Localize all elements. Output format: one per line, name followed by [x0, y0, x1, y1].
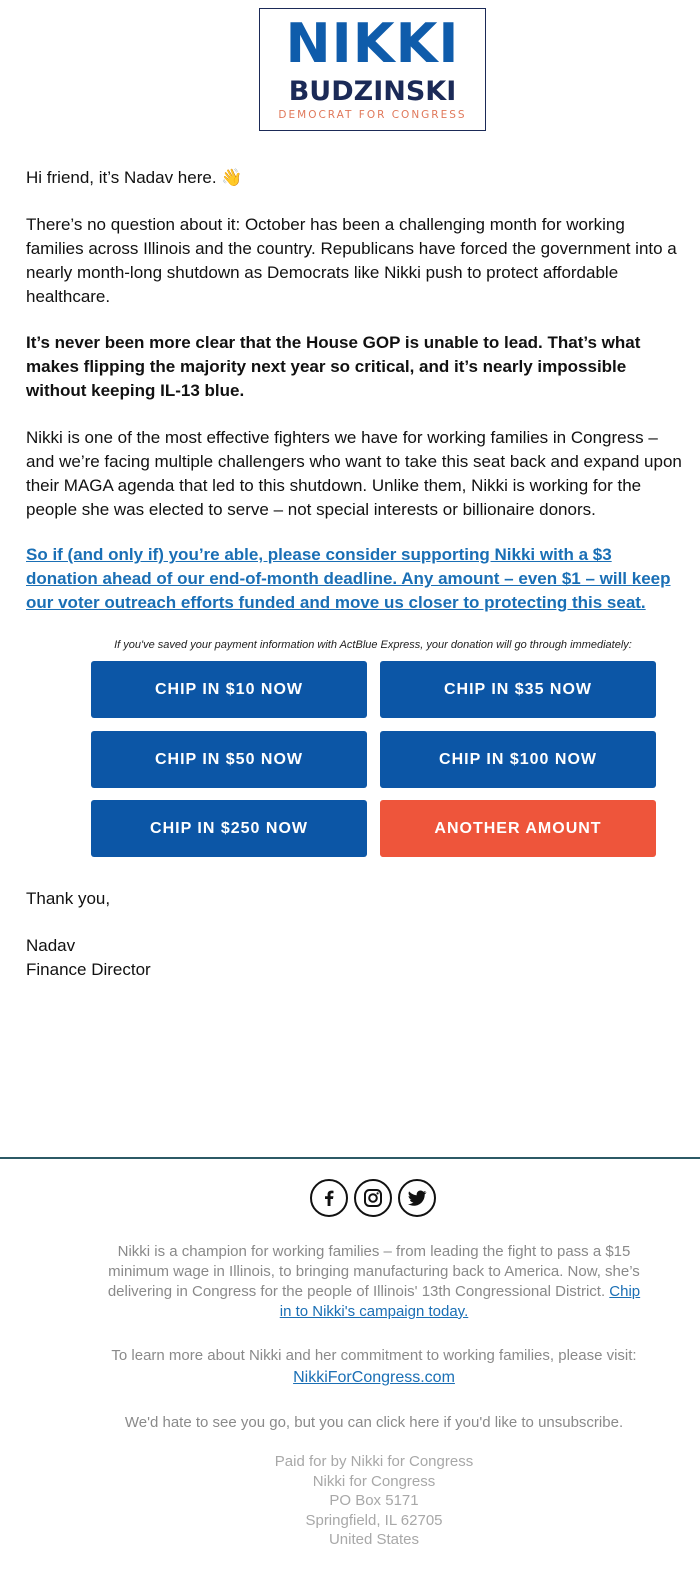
- chip-in-10-button[interactable]: CHIP IN $10 NOW: [91, 661, 367, 718]
- chip-in-link[interactable]: Chip: [609, 1283, 641, 1300]
- signoff-title: Finance Director: [26, 960, 151, 979]
- unsubscribe-text[interactable]: We'd hate to see you go, but you can click here if you'd like to unsubscribe.: [124, 1414, 624, 1431]
- footer-about: [80, 1242, 668, 1322]
- campaign-logo: [259, 8, 486, 131]
- footer-learn-more: To learn more about Nikki and her commitment to working families, please visit:: [111, 1347, 637, 1364]
- chip-in-100-button[interactable]: CHIP IN $100 NOW: [380, 731, 656, 788]
- chip-in-250-button[interactable]: CHIP IN $250 NOW: [91, 800, 367, 857]
- paragraph-challengers: [26, 426, 700, 522]
- address-line: Nikki for Congress: [312, 1472, 436, 1490]
- paragraph-line: their MAGA agenda that led to this shutdown. Unlike them, Nikki is working for the: [26, 476, 642, 495]
- footer-about-line: [80, 1282, 668, 1302]
- paragraph-line: nearly month-long shutdown as Democrats like Nikki push to protect affordable: [26, 263, 619, 282]
- instagram-icon[interactable]: [354, 1179, 392, 1217]
- logo-first-name: NIKKI: [285, 12, 460, 75]
- facebook-icon[interactable]: [310, 1179, 348, 1217]
- nikki-for-congress-link[interactable]: NikkiForCongress.com: [293, 1369, 455, 1386]
- logo-last-name: BUDZINSKI: [288, 76, 457, 107]
- paragraph-line: healthcare.: [26, 287, 111, 306]
- chip-in-50-button[interactable]: CHIP IN $50 NOW: [91, 731, 367, 788]
- cta-link-line[interactable]: our voter outreach efforts funded and move us closer to protecting this seat.: [26, 593, 646, 612]
- footer-site-link-wrap: [80, 1368, 668, 1388]
- greeting-text: Hi friend, it’s Nadav here.: [26, 168, 217, 187]
- paragraph-line: and we’re facing multiple challengers who want to take this seat back and expand upon: [26, 452, 682, 471]
- paragraph-line: It’s never been more clear that the House GOP is unable to lead. That’s what: [26, 333, 641, 352]
- paragraph-line: without keeping IL-13 blue.: [26, 381, 245, 400]
- paragraph-bold: [26, 331, 700, 403]
- paragraph-intro: [26, 213, 700, 309]
- actblue-express-note: If you've saved your payment information with ActBlue Express, your donation will go through immediately:: [114, 639, 632, 651]
- signoff-thanks: Thank you,: [26, 889, 111, 908]
- chip-in-link-continued[interactable]: in to Nikki's campaign today.: [279, 1303, 469, 1320]
- footer-about-line-text: delivering in Congress for the people of Illinois' 13th Congressional District.: [107, 1283, 606, 1300]
- paragraph-line: Nikki is one of the most effective fighters we have for working families in Congress –: [26, 428, 658, 447]
- cta-link-line[interactable]: donation ahead of our end-of-month deadline. Any amount – even $1 – will keep: [26, 569, 671, 588]
- donate-cta-link[interactable]: [26, 543, 700, 615]
- address-line: United States: [328, 1531, 420, 1548]
- footer-address: [80, 1452, 668, 1550]
- chip-in-35-button[interactable]: CHIP IN $35 NOW: [380, 661, 656, 718]
- footer-about-line: Nikki is a champion for working families – from leading the fight to pass a $15: [117, 1243, 631, 1260]
- signoff-name: Nadav: [26, 936, 76, 955]
- paragraph-line: families across Illinois and the country. Republicans have forced the government into a: [26, 239, 677, 258]
- waving-hand-icon: 👋: [221, 168, 243, 187]
- cta-link-line[interactable]: So if (and only if) you’re able, please consider supporting Nikki with a $3: [26, 545, 612, 564]
- another-amount-button[interactable]: ANOTHER AMOUNT: [380, 800, 656, 857]
- paragraph-line: people she was elected to serve – not special interests or billionaire donors.: [26, 500, 596, 519]
- paragraph-line: There’s no question about it: October has been a challenging month for working: [26, 215, 625, 234]
- address-line: PO Box 5171: [329, 1492, 419, 1509]
- greeting: [26, 166, 700, 190]
- address-line: Paid for by Nikki for Congress: [274, 1453, 474, 1470]
- footer-divider: [0, 1157, 700, 1159]
- logo-tagline: DEMOCRAT FOR CONGRESS: [278, 109, 467, 121]
- paragraph-line: makes flipping the majority next year so critical, and it’s nearly impossible: [26, 357, 627, 376]
- address-line: Springfield, IL 62705: [305, 1511, 443, 1529]
- footer-about-line: minimum wage in Illinois, to bringing manufacturing back to America. Now, she’s: [108, 1263, 640, 1280]
- twitter-icon[interactable]: [398, 1179, 436, 1217]
